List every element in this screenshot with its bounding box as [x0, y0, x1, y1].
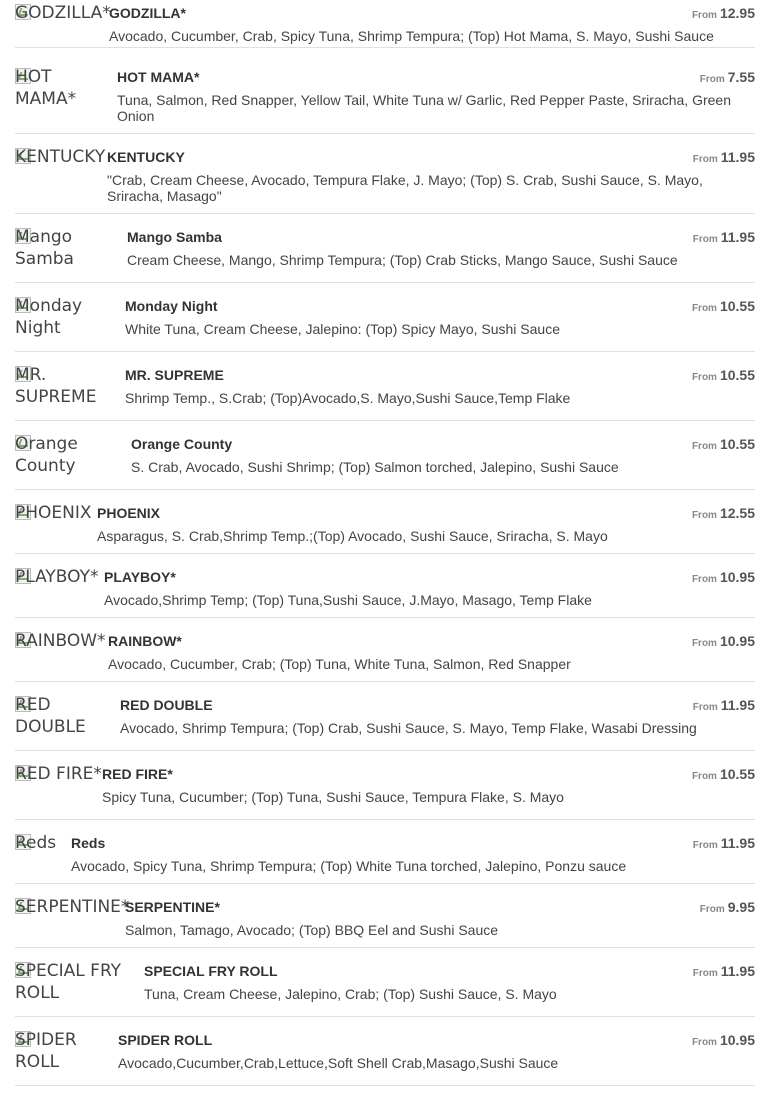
item-image: MR. SUPREME	[15, 365, 97, 407]
item-price: From 11.95	[692, 697, 755, 713]
item-image: SERPENTINE*	[15, 897, 130, 917]
item-name: PLAYBOY*	[104, 569, 176, 585]
item-name: KENTUCKY	[107, 149, 185, 165]
item-image: GODZILLA*	[15, 3, 111, 23]
item-description: Avocado, Cucumber, Crab, Spicy Tuna, Shrimp Tempura; (Top) Hot Mama, S. Mayo, Sushi Sauce	[109, 28, 714, 44]
menu-item[interactable]	[15, 694, 755, 751]
item-description: Shrimp Temp., S.Crab; (Top)Avocado,S. Mayo,Sushi Sauce,Temp Flake	[125, 390, 571, 406]
item-image: HOT MAMA*	[15, 67, 77, 109]
item-price: From 11.95	[692, 963, 755, 979]
item-image: Mango Samba	[15, 227, 74, 269]
item-price: From 11.95	[692, 149, 755, 165]
item-description: Avocado, Shrimp Tempura; (Top) Crab, Sushi Sauce, S. Mayo, Temp Flake, Wasabi Dressing	[120, 720, 697, 736]
item-image: PHOENIX	[15, 503, 92, 523]
item-name: Orange County	[131, 436, 233, 452]
item-description: Avocado, Cucumber, Crab; (Top) Tuna, White Tuna, Salmon, Red Snapper	[108, 656, 571, 672]
item-description: Avocado,Cucumber,Crab,Lettuce,Soft Shell Crab,Masago,Sushi Sauce	[118, 1055, 559, 1071]
item-description: Spicy Tuna, Cucumber; (Top) Tuna, Sushi Sauce, Tempura Flake, S. Mayo	[102, 789, 564, 805]
item-price: From 10.55	[691, 436, 755, 452]
item-description: "Crab, Cream Cheese, Avocado, Tempura Flake, J. Mayo; (Top) S. Crab, Sushi Sauce, S. Mayo, Sriracha, Masago"	[107, 172, 703, 204]
item-image: RED FIRE*	[15, 764, 102, 784]
item-price: From 10.95	[691, 633, 755, 649]
item-price: From 7.55	[699, 69, 755, 85]
item-name: SERPENTINE*	[125, 899, 220, 915]
item-description: Cream Cheese, Mango, Shrimp Tempura; (Top) Crab Sticks, Mango Sauce, Sushi Sauce	[127, 252, 678, 268]
item-price: From 10.95	[691, 1032, 755, 1048]
item-image: RED DOUBLE	[15, 695, 86, 737]
menu-item[interactable]	[15, 896, 755, 948]
item-name: RED DOUBLE	[120, 697, 213, 713]
item-price: From 11.95	[692, 835, 755, 851]
menu-item[interactable]	[15, 502, 755, 554]
item-description: Salmon, Tamago, Avocado; (Top) BBQ Eel and Sushi Sauce	[125, 922, 499, 938]
menu-item[interactable]	[15, 433, 755, 490]
item-image: Reds	[15, 833, 57, 853]
menu-item[interactable]	[15, 364, 755, 421]
item-price: From 10.55	[691, 766, 755, 782]
item-description: S. Crab, Avocado, Sushi Shrimp; (Top) Salmon torched, Jalepino, Sushi Sauce	[131, 459, 619, 475]
item-price: From 10.55	[691, 298, 755, 314]
item-price: From 12.95	[691, 5, 755, 21]
item-image: PLAYBOY*	[15, 567, 99, 587]
menu-item[interactable]	[15, 2, 755, 48]
item-name: PHOENIX	[97, 505, 161, 521]
item-name: Mango Samba	[127, 229, 222, 245]
item-price: From 11.95	[692, 229, 755, 245]
menu-item[interactable]	[15, 146, 755, 214]
item-image: SPECIAL FRY ROLL	[15, 961, 122, 1003]
menu-item[interactable]	[15, 226, 755, 283]
menu-item[interactable]	[15, 66, 755, 134]
item-name: MR. SUPREME	[125, 367, 224, 383]
item-name: SPECIAL FRY ROLL	[144, 963, 278, 979]
menu-item[interactable]	[15, 763, 755, 820]
item-name: GODZILLA*	[109, 5, 186, 21]
menu-item[interactable]	[15, 295, 755, 352]
item-price: From 9.95	[699, 899, 755, 915]
item-name: Monday Night	[125, 298, 218, 314]
menu-item[interactable]	[15, 960, 755, 1017]
item-description: Asparagus, S. Crab,Shrimp Temp.;(Top) Avocado, Sushi Sauce, Sriracha, S. Mayo	[97, 528, 608, 544]
item-name: HOT MAMA*	[117, 69, 200, 85]
item-image: Monday Night	[15, 296, 83, 338]
item-name: RED FIRE*	[102, 766, 173, 782]
item-price: From 10.95	[691, 569, 755, 585]
item-description: Avocado,Shrimp Temp; (Top) Tuna,Sushi Sauce, J.Mayo, Masago, Temp Flake	[104, 592, 592, 608]
item-image: Orange County	[15, 434, 78, 476]
menu-item[interactable]	[15, 832, 755, 884]
item-price: From 10.55	[691, 367, 755, 383]
item-image: RAINBOW*	[15, 631, 106, 651]
item-description: Avocado, Spicy Tuna, Shrimp Tempura; (Top) White Tuna torched, Jalepino, Ponzu sauce	[71, 858, 627, 874]
menu-item[interactable]	[15, 566, 755, 618]
item-price: From 12.55	[691, 505, 755, 521]
item-description: White Tuna, Cream Cheese, Jalepino: (Top) Spicy Mayo, Sushi Sauce	[125, 321, 560, 337]
item-name: Reds	[71, 835, 106, 851]
item-name: SPIDER ROLL	[118, 1032, 213, 1048]
item-description: Tuna, Cream Cheese, Jalepino, Crab; (Top) Sushi Sauce, S. Mayo	[144, 986, 557, 1002]
item-description: Tuna, Salmon, Red Snapper, Yellow Tail, White Tuna w/ Garlic, Red Pepper Paste, Sriracha, Green Onion	[117, 92, 731, 124]
menu-item[interactable]	[15, 630, 755, 682]
item-image: SPIDER ROLL	[15, 1030, 77, 1072]
menu-item[interactable]	[15, 1029, 755, 1086]
item-image: KENTUCKY	[15, 147, 106, 167]
item-name: RAINBOW*	[108, 633, 182, 649]
